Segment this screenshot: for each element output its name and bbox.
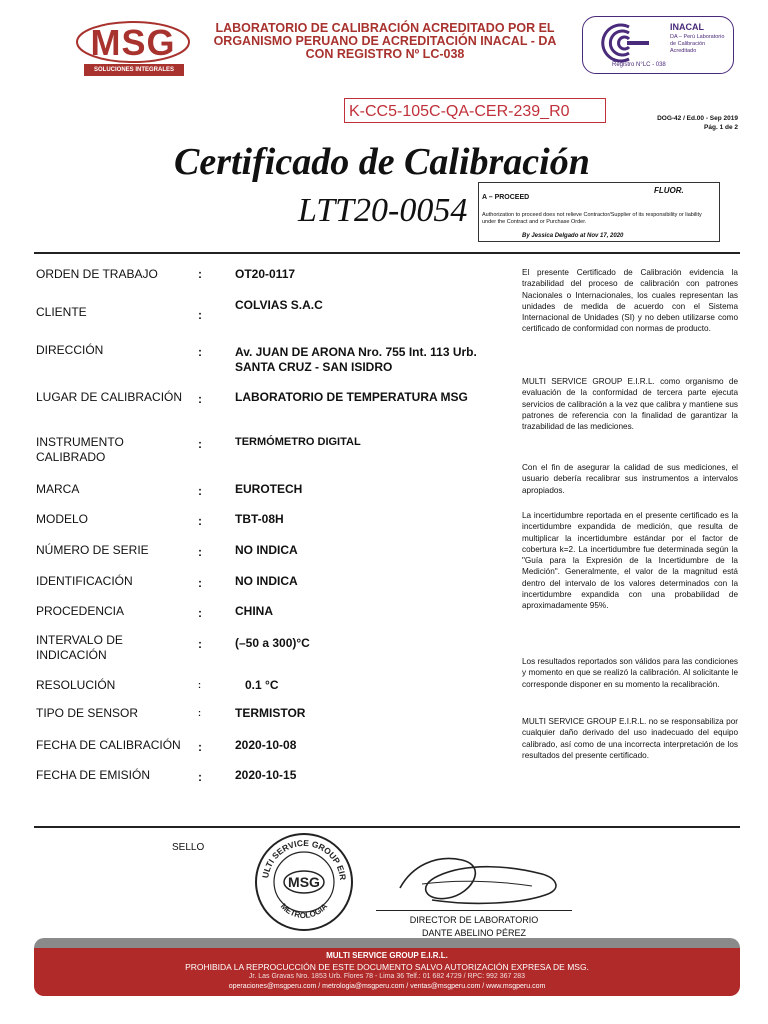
footer [34, 948, 740, 996]
inacal-title: INACAL [670, 22, 704, 32]
field-value-resolucion: 0.1 °C [245, 678, 279, 692]
field-value-fecha-calibracion: 2020-10-08 [235, 738, 297, 752]
header-title-line3: CON REGISTRO Nº LC-038 [305, 47, 465, 61]
paragraph-trazabilidad: El presente Certificado de Calibración evidencia la trazabilidad del proceso de calibración con patrones Nacionales o Internacionales, los cuales representan las unidades de medida de acuerdo con el Sistema Internacional de Unidades (SI) y no deben utilizarse como certificado de conformidad con normas de producto. [522, 268, 738, 334]
footer-address: Jr. Las Gravas Nro. 1853 Urb. Flores 78 - Lima 36 Telf.: 01 682 4729 / RPC: 992 367 283 [248, 973, 526, 980]
field-label-fecha-emision: FECHA DE EMISIÓN [36, 768, 151, 782]
field-colon: : [198, 770, 202, 784]
paragraph-incertidumbre: La incertidumbre reportada en el presente certificado es la incertidumbre expandida de medición, que resulta de multiplicar la incertidumbre estándar por el factor de cobertura k=2. La incertidumbre fue determinada según la "Guía para la Expresión de la Incertidumbre de la Medición". Generalmente, el valor de la magnitud está dentro del intervalo de los valores determinados con la incertidumbre expandida con una probabilidad de aproximadamente 95%. [522, 511, 738, 611]
field-label-serie: NÚMERO DE SERIE [36, 543, 149, 557]
field-colon: : [198, 545, 202, 559]
field-colon: : [198, 514, 202, 528]
inacal-logo-icon [589, 21, 659, 65]
field-colon: : [198, 308, 202, 322]
field-colon: : [198, 437, 202, 451]
field-value-orden: OT20-0117 [235, 267, 296, 281]
header-title [205, 22, 565, 61]
field-colon: : [198, 576, 202, 590]
field-value-identificacion: NO INDICA [235, 574, 298, 588]
inacal-subtitle: DA – Perú Laboratorio de Calibración Acreditado [670, 34, 725, 54]
footer-company: MULTI SERVICE GROUP E.I.R.L. [326, 951, 448, 960]
doc-ref-edition: DOG-42 / Ed.00 - Sep 2019 [657, 115, 738, 122]
svg-text:METROLOGIA [279, 902, 330, 920]
signature-icon [392, 836, 572, 916]
stamp-company: FLUOR. [654, 186, 684, 195]
director-title: DIRECTOR DE LABORATORIO [409, 915, 539, 925]
document-reference [640, 114, 738, 132]
field-label-modelo: MODELO [36, 512, 89, 526]
field-value-cliente: COLVIAS S.A.C [235, 298, 323, 312]
field-label-marca: MARCA [36, 482, 80, 496]
paragraph-validez: Los resultados reportados son válidos para las condiciones y momento en que se realizó la calibración. Al solicitante le corresponde disponer en su momento la recalibración. [522, 657, 738, 689]
divider-top [34, 252, 740, 254]
field-value-marca: EUROTECH [235, 482, 303, 496]
field-label-lugar: LUGAR DE CALIBRACIÓN [36, 390, 183, 404]
field-label-instrumento: INSTRUMENTO CALIBRADO [36, 435, 124, 464]
field-value-lugar: LABORATORIO DE TEMPERATURA MSG [235, 390, 468, 404]
field-colon: : [198, 680, 201, 690]
seal-center-text: MSG [288, 874, 320, 890]
field-colon: : [198, 345, 202, 359]
certificate-title: Certificado de Calibración [174, 141, 590, 183]
field-value-serie: NO INDICA [235, 543, 298, 557]
field-label-resolucion: RESOLUCIÓN [36, 678, 116, 692]
company-seal [252, 830, 356, 934]
director-signature [392, 836, 572, 916]
field-colon: : [198, 740, 202, 754]
field-colon: : [198, 637, 202, 651]
logo-subtext: SOLUCIONES INTEGRALES [84, 64, 184, 76]
paragraph-responsabilidad: MULTI SERVICE GROUP E.I.R.L. no se responsabiliza por cualquier daño derivado del uso inadecuado del equipo calibrado, así como de una incorrecta interpretación de los resultados del presente certificado. [522, 717, 738, 760]
field-label-fecha-calibracion: FECHA DE CALIBRACIÓN [36, 738, 181, 752]
doc-ref-page: Pág. 1 de 2 [704, 124, 738, 131]
stamp-signature: By Jessica Delgado at Nov 17, 2020 [522, 233, 624, 239]
field-label-sensor: TIPO DE SENSOR [36, 706, 139, 720]
field-value-procedencia: CHINA [235, 604, 273, 618]
document-code: K-CC5-105C-QA-CER-239_R0 [344, 98, 606, 123]
field-colon: : [198, 484, 202, 498]
inacal-registry: Registro N°LC - 038 [612, 62, 666, 68]
divider-bottom [34, 826, 740, 828]
field-value-fecha-emision: 2020-10-15 [235, 768, 297, 782]
field-value-modelo: TBT-08H [235, 512, 284, 526]
field-value-sensor: TERMISTOR [235, 706, 306, 720]
field-label-orden: ORDEN DE TRABAJO [36, 267, 158, 281]
paragraph-organismo: MULTI SERVICE GROUP E.I.R.L. como organismo de evaluación de la conformidad de tercera parte ejecuta servicios de calibración a la vez que calibra y mantiene sus patrones de referencia con la finalidad de garantizar la trazabilidad de las mediciones. [522, 377, 738, 432]
field-label-procedencia: PROCEDENCIA [36, 604, 125, 618]
field-colon: : [198, 267, 202, 281]
field-value-intervalo: (–50 a 300)°C [235, 636, 310, 650]
seal-bottom-text: METROLOGIA [278, 901, 330, 921]
header-title-line1: LABORATORIO DE CALIBRACIÓN ACREDITADO POR EL [215, 21, 555, 35]
field-label-direccion: DIRECCIÓN [36, 343, 104, 357]
certificate-number: LTT20-0054 [298, 192, 468, 229]
paragraph-recalibrar: Con el fin de asegurar la calidad de sus mediciones, el usuario debería recalibrar sus instrumentos a intervalos apropiados. [522, 463, 738, 495]
seal-icon [252, 830, 356, 934]
signature-line [376, 910, 572, 911]
msg-logo-mark [74, 18, 192, 66]
field-label-identificacion: IDENTIFICACIÓN [36, 574, 133, 588]
field-label-intervalo: INTERVALO DE INDICACIÓN [36, 633, 123, 662]
stamp-status: A – PROCEED [482, 194, 530, 201]
field-colon: : [198, 392, 202, 406]
stamp-text: Authorization to proceed does not relieve Contractor/Supplier of its responsibility or liability under the Contract and or Purchase Order. [482, 212, 702, 225]
field-value-direccion: Av. JUAN DE ARONA Nro. 755 Int. 113 Urb. SANTA CRUZ - SAN ISIDRO [235, 345, 477, 374]
logo-text: MSG [90, 22, 176, 63]
header-title-line2: ORGANISMO PERUANO DE ACREDITACIÓN INACAL - DA [213, 34, 557, 48]
footer-notice: PROHIBIDA LA REPROCUCCIÓN DE ESTE DOCUMENTO SALVO AUTORIZACIÓN EXPRESA DE MSG. [185, 962, 589, 972]
seal-top-text: ULTI SERVICE GROUP EIR [260, 837, 349, 881]
field-colon: : [198, 606, 202, 620]
field-label-cliente: CLIENTE [36, 305, 87, 319]
footer-contacts: operaciones@msgperu.com / metrologia@msgperu.com / ventas@msgperu.com / www.msgperu.com [228, 983, 546, 990]
director-name: DANTE ABELINO PÉREZ [421, 928, 527, 938]
field-colon: : [198, 708, 201, 718]
signature-block [376, 914, 572, 940]
sello-label: SELLO [172, 842, 205, 853]
field-value-instrumento: TERMÓMETRO DIGITAL [235, 436, 361, 448]
